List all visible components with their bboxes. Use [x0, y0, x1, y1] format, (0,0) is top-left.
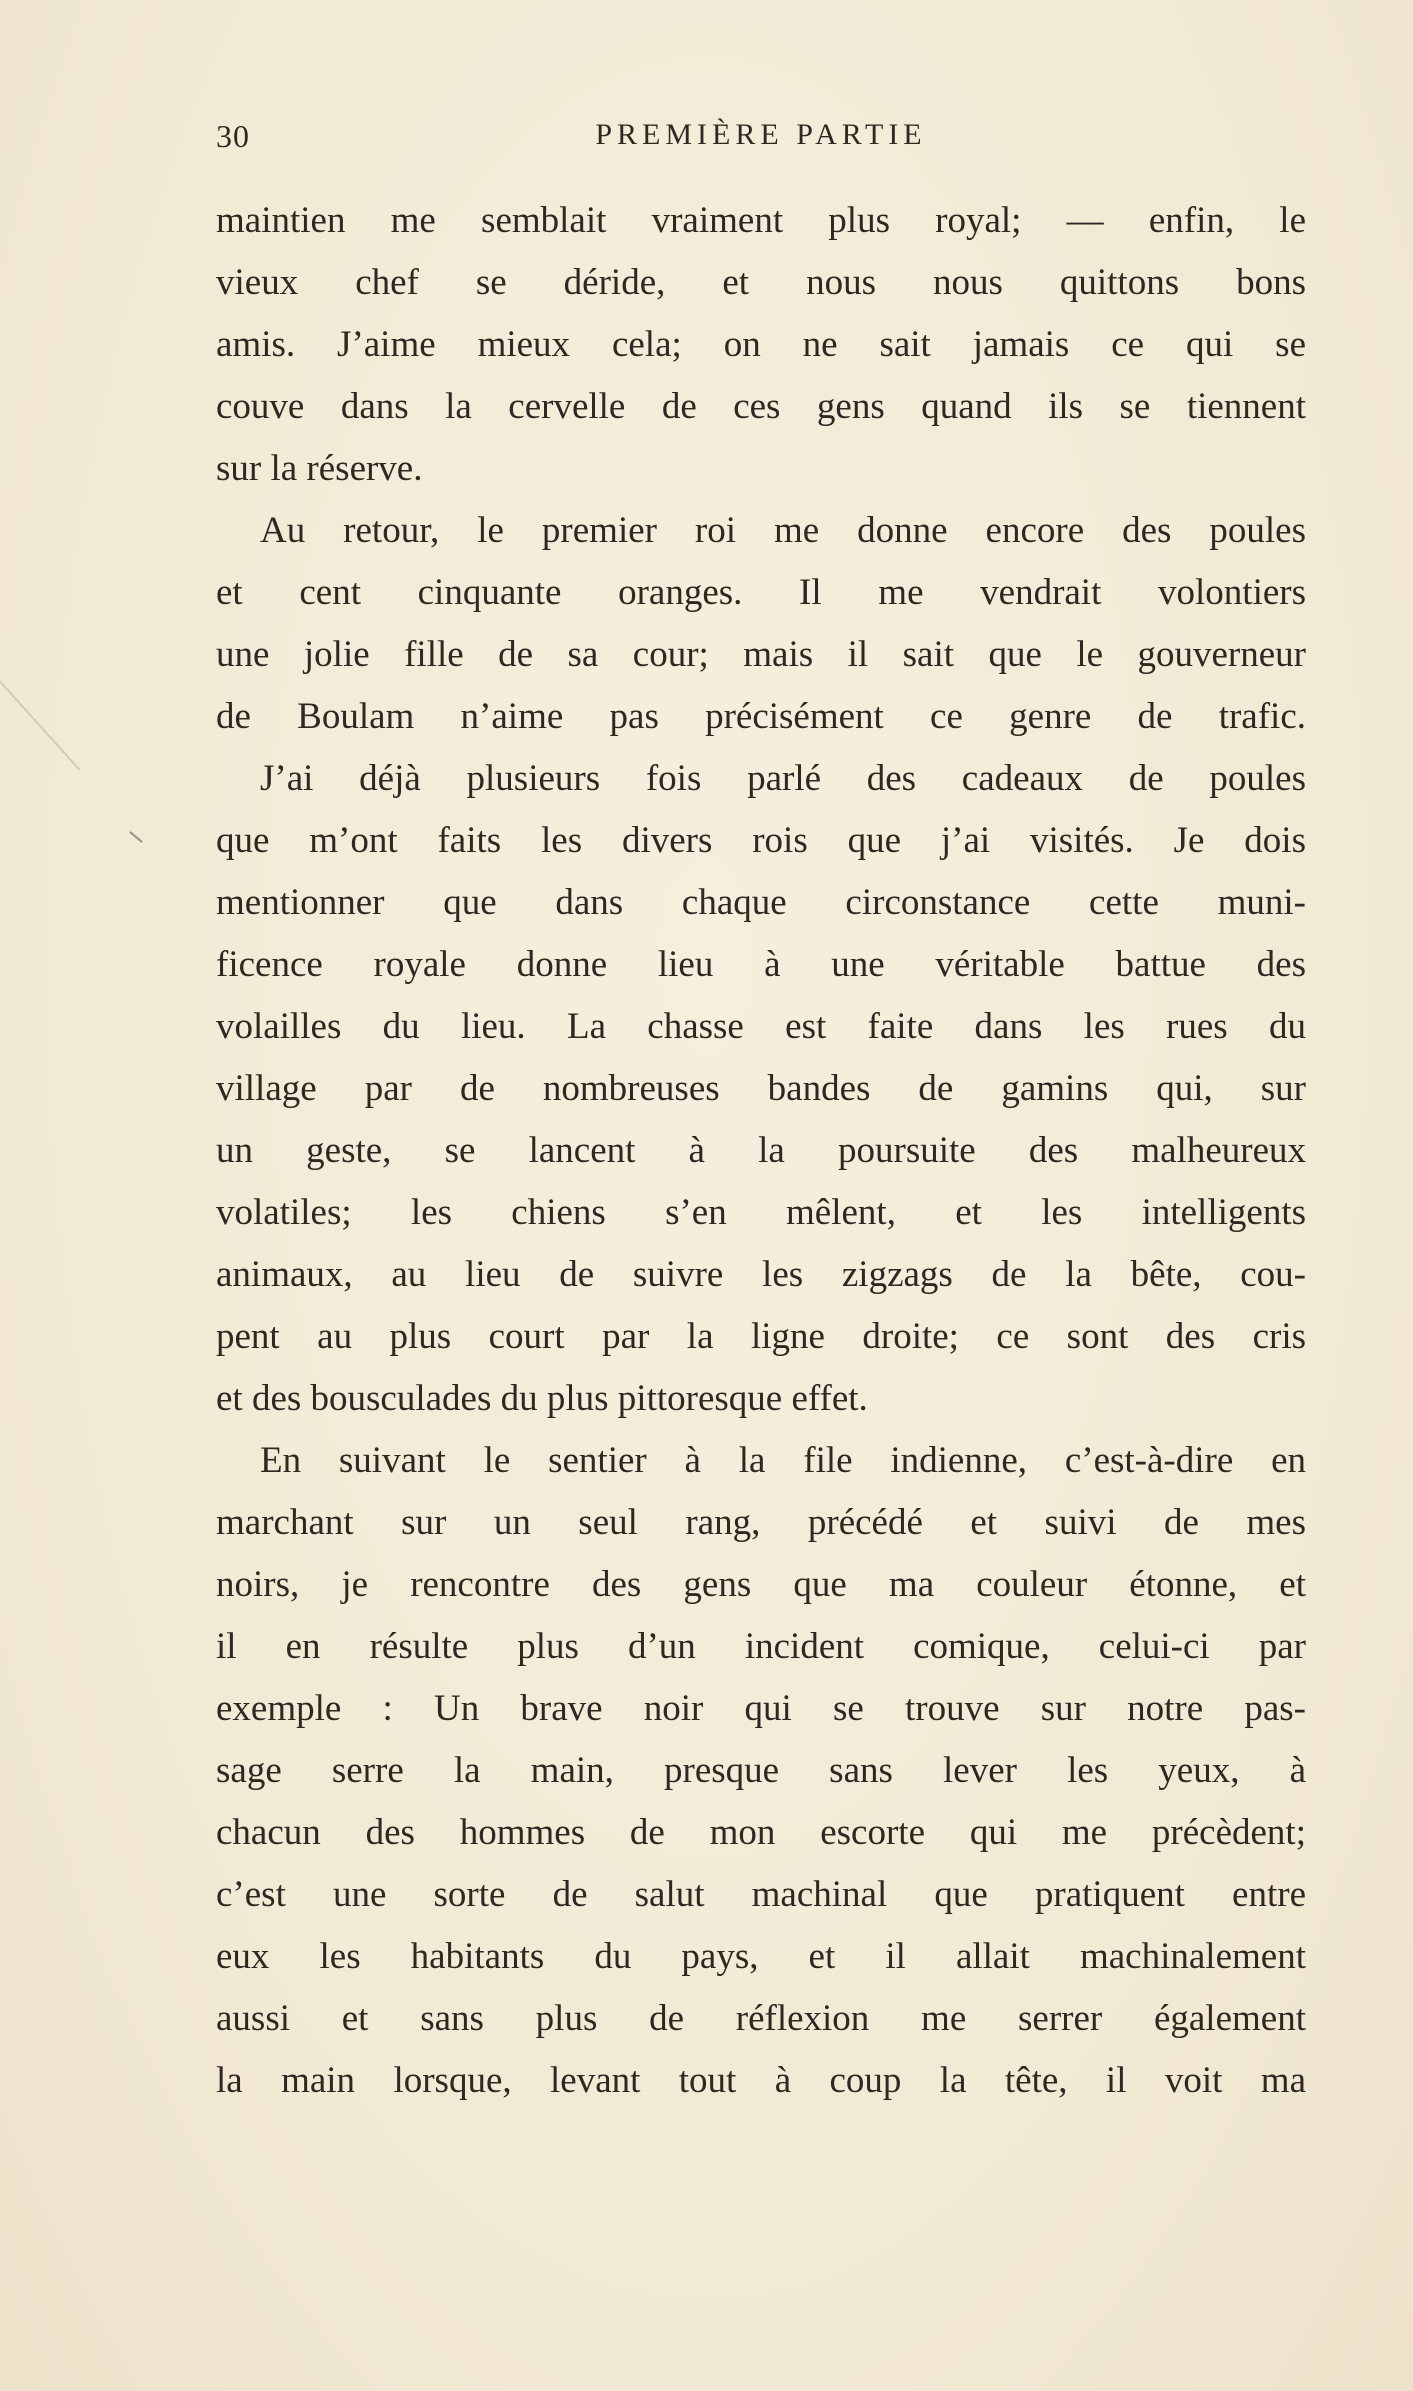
text-line: et des bousculades du plus pittoresque effet.	[216, 1378, 868, 1419]
text-line: J’ai déjà plusieurs fois parlé des cadeaux de poules	[260, 758, 1306, 799]
text-line: pent au plus court par la ligne droite; ce sont des cris	[216, 1316, 1306, 1357]
text-line: marchant sur un seul rang, précédé et suivi de mes	[216, 1502, 1306, 1543]
text-line: eux les habitants du pays, et il allait machinalement	[216, 1936, 1306, 1977]
text-line: Au retour, le premier roi me donne encore des poules	[260, 510, 1306, 551]
body-text	[216, 190, 1306, 2112]
text-line: que m’ont faits les divers rois que j’ai visités. Je dois	[216, 820, 1306, 861]
text-line: de Boulam n’aime pas précisément ce genre de trafic.	[216, 696, 1306, 737]
running-title: PREMIÈRE PARTIE	[595, 118, 927, 151]
text-line: aussi et sans plus de réflexion me serrer également	[216, 1998, 1306, 2039]
text-line: village par de nombreuses bandes de gamins qui, sur	[216, 1068, 1306, 1109]
page-header	[216, 118, 1306, 168]
text-line: volatiles; les chiens s’en mêlent, et les intelligents	[216, 1192, 1306, 1233]
text-line: En suivant le sentier à la file indienne, c’est-à-dire en	[260, 1440, 1306, 1481]
text-line: sur la réserve.	[216, 448, 423, 489]
text-line: il en résulte plus d’un incident comique, celui-ci par	[216, 1626, 1306, 1667]
text-line: noirs, je rencontre des gens que ma couleur étonne, et	[216, 1564, 1306, 1605]
text-line: et cent cinquante oranges. Il me vendrait volontiers	[216, 572, 1306, 613]
text-line: un geste, se lancent à la poursuite des malheureux	[216, 1130, 1306, 1171]
text-line: amis. J’aime mieux cela; on ne sait jamais ce qui se	[216, 324, 1306, 365]
text-line: ficence royale donne lieu à une véritable battue des	[216, 944, 1306, 985]
text-line: volailles du lieu. La chasse est faite dans les rues du	[216, 1006, 1306, 1047]
text-line: c’est une sorte de salut machinal que pratiquent entre	[216, 1874, 1306, 1915]
text-line: couve dans la cervelle de ces gens quand ils se tiennent	[216, 386, 1306, 427]
text-line: chacun des hommes de mon escorte qui me précèdent;	[216, 1812, 1306, 1853]
text-line: exemple : Un brave noir qui se trouve sur notre pas-	[216, 1688, 1306, 1729]
text-line: sage serre la main, presque sans lever les yeux, à	[216, 1750, 1306, 1791]
text-line: mentionner que dans chaque circonstance cette muni-	[216, 882, 1306, 923]
text-line: maintien me semblait vraiment plus royal; — enfin, le	[216, 200, 1306, 241]
page-crease	[0, 680, 80, 771]
margin-mark	[129, 831, 143, 843]
text-line: une jolie fille de sa cour; mais il sait que le gouverneur	[216, 634, 1306, 675]
page-number: 30	[216, 118, 250, 154]
text-line: la main lorsque, levant tout à coup la tête, il voit ma	[216, 2060, 1306, 2101]
text-line: vieux chef se déride, et nous nous quittons bons	[216, 262, 1306, 303]
text-line: animaux, au lieu de suivre les zigzags de la bête, cou-	[216, 1254, 1306, 1295]
